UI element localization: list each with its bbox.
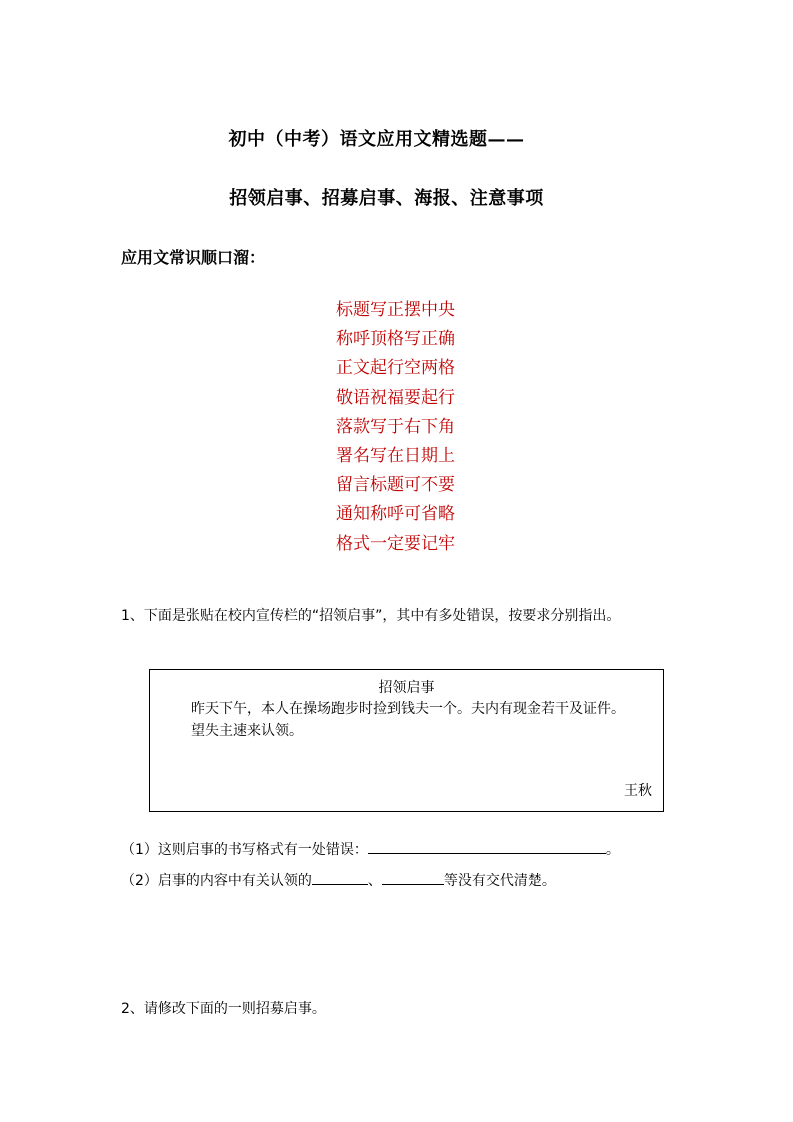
title-line-1: 初中（中考）语文应用文精选题—— [228, 129, 525, 150]
notice-signature: 王秋 [624, 783, 652, 799]
answer-blank[interactable] [312, 869, 368, 885]
sub-question-2-text: （2）启事的内容中有关认领的 [121, 873, 312, 889]
rhyme-line: 称呼顶格写正确 [336, 329, 455, 350]
rhyme-block [336, 296, 455, 559]
notice-paragraph: 昨天下午，本人在操场跑步时捡到钱夫一个。夫内有现金若干及证件。 [191, 701, 625, 717]
question-1: 1、下面是张贴在校内宣传栏的“招领启事”，其中有多处错误，按要求分别指出。 [121, 608, 621, 624]
rhyme-line: 敬语祝福要起行 [336, 387, 455, 408]
rhyme-line: 通知称呼可省略 [336, 504, 455, 525]
answer-blank[interactable] [368, 838, 606, 854]
rhyme-line: 署名写在日期上 [336, 446, 455, 467]
answer-blank[interactable] [382, 869, 444, 885]
sub-question-1 [121, 838, 620, 859]
rhyme-line: 格式一定要记牢 [336, 533, 455, 554]
rhyme-line: 落款写于右下角 [336, 416, 455, 437]
sub-question-1-text: （1）这则启事的书写格式有一处错误： [121, 842, 368, 858]
title-line-2: 招领启事、招募启事、海报、注意事项 [229, 188, 544, 209]
sub-question-2 [121, 869, 556, 890]
section-heading: 应用文常识顺口溜： [121, 248, 266, 267]
sub-question-2-sep: 、 [367, 873, 382, 889]
question-2: 2、请修改下面的一则招募启事。 [121, 1001, 326, 1017]
rhyme-line: 留言标题可不要 [336, 475, 455, 496]
notice-paragraph: 望失主速来认领。 [191, 723, 303, 739]
notice-title: 招领启事 [378, 680, 435, 696]
notice-box [149, 669, 664, 812]
sub-question-2-end: 等没有交代清楚。 [443, 873, 556, 889]
sub-question-1-end: 。 [605, 842, 620, 858]
rhyme-line: 标题写正摆中央 [336, 300, 455, 320]
rhyme-line: 正文起行空两格 [336, 358, 455, 379]
notice-body [160, 698, 658, 742]
